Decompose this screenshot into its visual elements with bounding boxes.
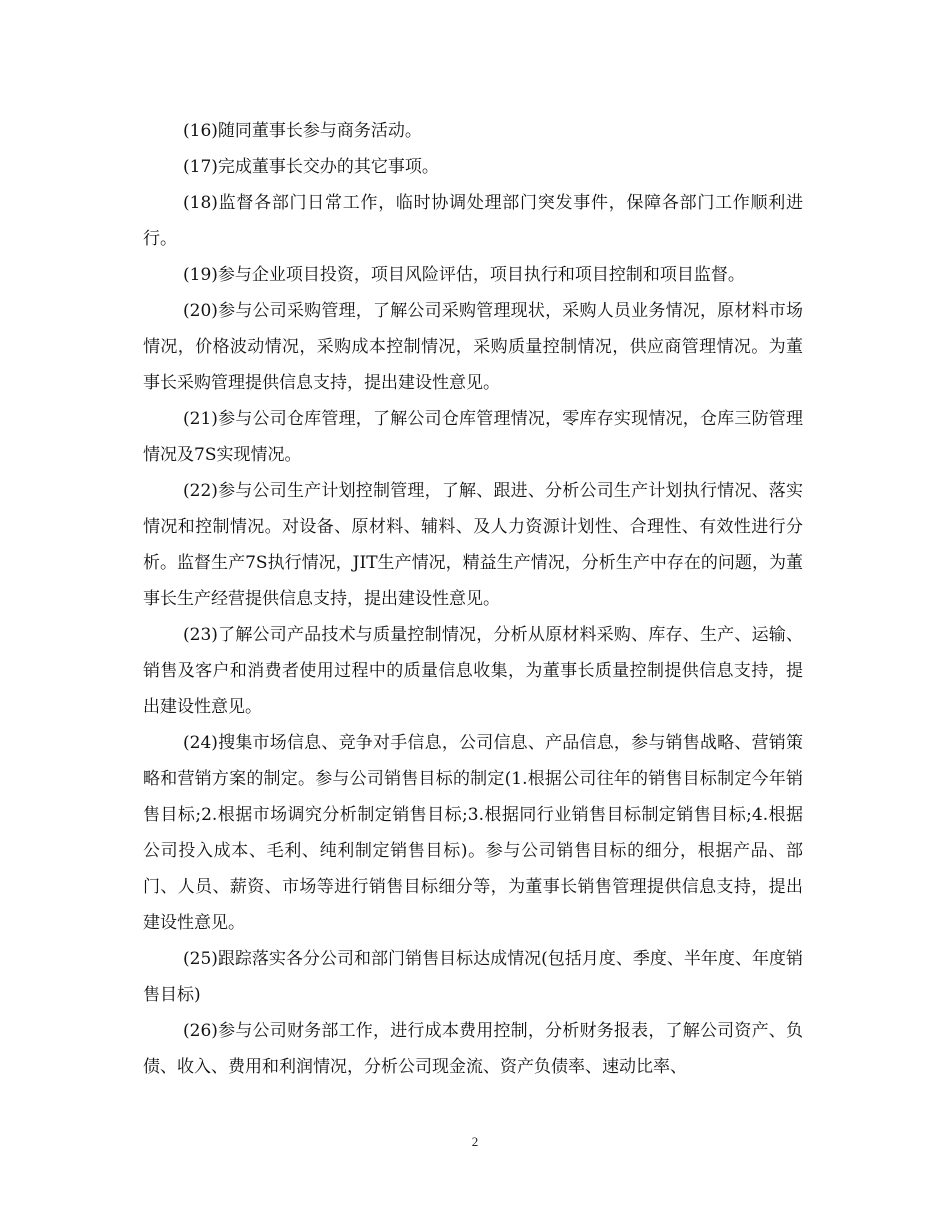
paragraph-22: (22)参与公司生产计划控制管理，了解、跟进、分析公司生产计划执行情况、落实情况和控制情况。对设备、原材料、辅料、及人力资源计划性、合理性、有效性进行分析。监督生产7S执行情况，JIT生产情况，精益生产情况，分析生产中存在的问题，为董事长生产经营提供信息支持，提出建设性意见。 [143, 481, 803, 609]
paragraph-17: (17)完成董事长交办的其它事项。 [183, 157, 439, 177]
paragraph-24: (24)搜集市场信息、竞争对手信息，公司信息、产品信息，参与销售战略、营销策略和营销方案的制定。参与公司销售目标的制定(1.根据公司往年的销售目标制定今年销售目标;2.根据市场调究分析制定销售目标;3.根据同行业销售目标制定销售目标;4.根据公司投入成本、毛利、纯利制定销售目标)。参与公司销售目标的细分，根据产品、部门、人员、薪资、市场等进行销售目标细分等，为董事长销售管理提供信息支持，提出建设性意见。 [143, 733, 803, 933]
paragraph-23: (23)了解公司产品技术与质量控制情况，分析从原材料采购、库存、生产、运输、销售及客户和消费者使用过程中的质量信息收集，为董事长质量控制提供信息支持，提出建设性意见。 [143, 625, 803, 717]
document-body [143, 113, 803, 1085]
paragraph-21: (21)参与公司仓库管理，了解公司仓库管理情况，零库存实现情况，仓库三防管理情况及7S实现情况。 [143, 409, 803, 465]
paragraph-18: (18)监督各部门日常工作，临时协调处理部门突发事件，保障各部门工作顺利进行。 [143, 193, 803, 249]
page-number: 2 [471, 1134, 479, 1149]
paragraph-20: (20)参与公司采购管理，了解公司采购管理现状，采购人员业务情况，原材料市场情况，价格波动情况，采购成本控制情况，采购质量控制情况，供应商管理情况。为董事长采购管理提供信息支持，提出建设性意见。 [143, 301, 803, 393]
paragraph-16: (16)随同董事长参与商务活动。 [183, 121, 422, 141]
paragraph-26: (26)参与公司财务部工作，进行成本费用控制，分析财务报表，了解公司资产、负债、收入、费用和利润情况，分析公司现金流、资产负债率、速动比率、 [143, 1021, 803, 1077]
paragraph-19: (19)参与企业项目投资，项目风险评估，项目执行和项目控制和项目监督。 [183, 265, 745, 285]
paragraph-25: (25)跟踪落实各分公司和部门销售目标达成情况(包括月度、季度、半年度、年度销售目标) [143, 949, 803, 1005]
